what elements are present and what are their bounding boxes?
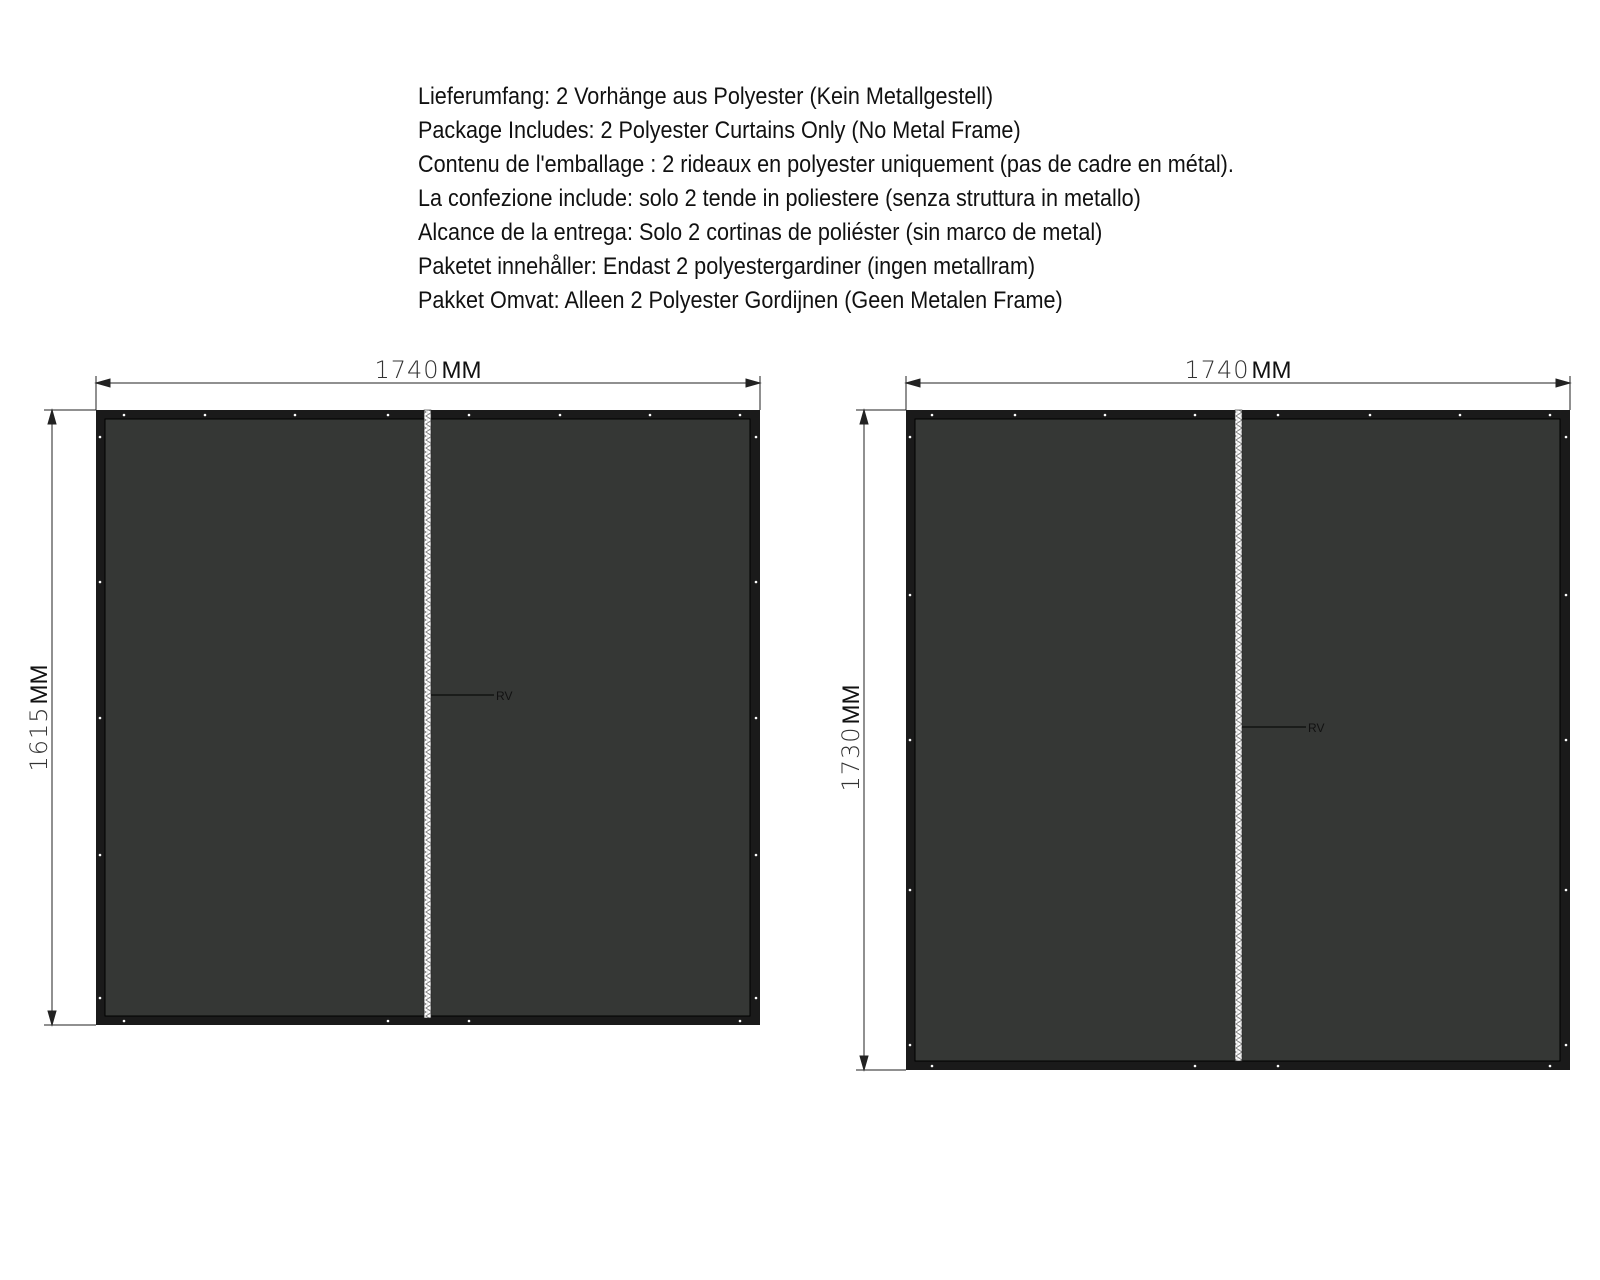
curtain-1-width-value: 1740 bbox=[374, 356, 440, 384]
description-line-de: Lieferumfang: 2 Vorhänge aus Polyester (Kein Metallgestell) bbox=[418, 83, 994, 110]
curtain-2-height-label bbox=[837, 684, 865, 791]
curtain-1-height-label bbox=[25, 664, 53, 771]
curtain-1-width-unit: MM bbox=[441, 357, 482, 384]
curtain-2-zipper bbox=[1235, 410, 1242, 1061]
description-line-it: La confezione include: solo 2 tende in poliestere (senza struttura in metallo) bbox=[418, 185, 1141, 212]
curtain-1-zipper bbox=[424, 410, 431, 1018]
curtain-1-height-value: 1615 bbox=[25, 706, 53, 772]
curtain-2-drawing bbox=[837, 356, 1570, 1070]
curtain-2-width-unit: MM bbox=[1251, 357, 1292, 384]
curtain-2-height-value: 1730 bbox=[837, 726, 865, 792]
curtain-1-seam-label: RV bbox=[496, 689, 513, 703]
description-line-nl: Pakket Omvat: Alleen 2 Polyester Gordijnen (Geen Metalen Frame) bbox=[418, 287, 1063, 314]
curtain-2-seam-label: RV bbox=[1308, 721, 1325, 735]
curtain-2-width-value: 1740 bbox=[1184, 356, 1250, 384]
curtain-1-drawing bbox=[25, 356, 760, 1025]
description-line-sv: Paketet innehåller: Endast 2 polyestergardiner (ingen metallram) bbox=[418, 253, 1036, 280]
description-line-fr: Contenu de l'emballage : 2 rideaux en polyester uniquement (pas de cadre en métal). bbox=[418, 151, 1234, 178]
curtain-2-height-unit: MM bbox=[838, 684, 865, 725]
description-line-en: Package Includes: 2 Polyester Curtains Only (No Metal Frame) bbox=[418, 117, 1021, 144]
description-line-es: Alcance de la entrega: Solo 2 cortinas de poliéster (sin marco de metal) bbox=[418, 219, 1103, 246]
curtain-1-height-unit: MM bbox=[26, 664, 53, 705]
curtain-1-width-label bbox=[374, 356, 481, 384]
curtain-2-width-label bbox=[1184, 356, 1291, 384]
